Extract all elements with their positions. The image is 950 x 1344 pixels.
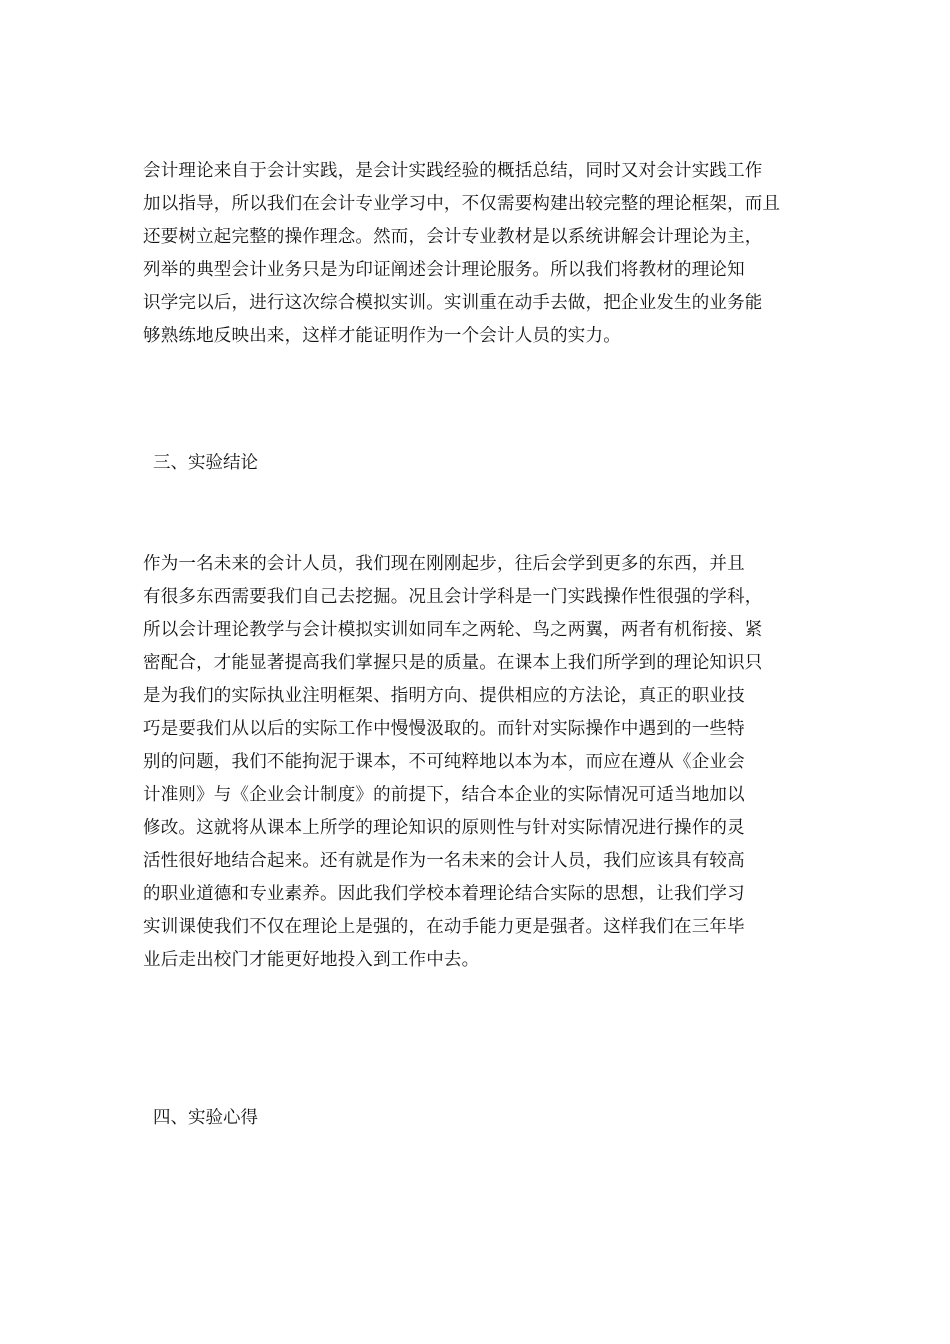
paragraph-line: 会计理论来自于会计实践，是会计实践经验的概括总结，同时又对会计实践工作 (143, 161, 763, 181)
paragraph-theory-practice (143, 155, 808, 353)
paragraph-line: 修改。这就将从课本上所学的理论知识的原则性与针对实际情况进行操作的灵 (143, 818, 745, 838)
paragraph-line: 的职业道德和专业素养。因此我们学校本着理论结合实际的思想，让我们学习 (143, 884, 745, 904)
paragraph-line: 业后走出校门才能更好地投入到工作中去。 (143, 950, 480, 970)
paragraph-line: 是为我们的实际执业注明框架、指明方向、提供相应的方法论，真正的职业技 (143, 686, 745, 706)
paragraph-line: 实训课使我们不仅在理论上是强的，在动手能力更是强者。这样我们在三年毕 (143, 917, 745, 937)
paragraph-line: 所以会计理论教学与会计模拟实训如同车之两轮、鸟之两翼，两者有机衔接、紧 (143, 620, 763, 640)
paragraph-line: 计准则》与《企业会计制度》的前提下，结合本企业的实际情况可适当地加以 (143, 785, 745, 805)
paragraph-line: 列举的典型会计业务只是为印证阐述会计理论服务。所以我们将教材的理论知 (143, 260, 745, 280)
paragraph-line: 作为一名未来的会计人员，我们现在刚刚起步，往后会学到更多的东西，并且 (143, 554, 745, 574)
paragraph-conclusion (143, 548, 808, 977)
paragraph-line: 巧是要我们从以后的实际工作中慢慢汲取的。而针对实际操作中遇到的一些特 (143, 719, 745, 739)
paragraph-line: 还要树立起完整的操作理念。然而，会计专业教材是以系统讲解会计理论为主， (143, 227, 763, 247)
paragraph-line: 密配合，才能显著提高我们掌握只是的质量。在课本上我们所学到的理论知识只 (143, 653, 763, 673)
section-heading-experience: 四、实验心得 (153, 1108, 258, 1128)
paragraph-line: 识学完以后，进行这次综合模拟实训。实训重在动手去做，把企业发生的业务能 (143, 293, 763, 313)
paragraph-line: 有很多东西需要我们自己去挖掘。况且会计学科是一门实践操作性很强的学科， (143, 587, 763, 607)
section-heading-conclusion: 三、实验结论 (153, 453, 258, 473)
paragraph-line: 活性很好地结合起来。还有就是作为一名未来的会计人员，我们应该具有较高 (143, 851, 745, 871)
paragraph-line: 加以指导，所以我们在会计专业学习中，不仅需要构建出较完整的理论框架，而且 (143, 194, 781, 214)
paragraph-line: 别的问题，我们不能拘泥于课本，不可纯粹地以本为本，而应在遵从《企业会 (143, 752, 745, 772)
paragraph-line: 够熟练地反映出来，这样才能证明作为一个会计人员的实力。 (143, 326, 621, 346)
